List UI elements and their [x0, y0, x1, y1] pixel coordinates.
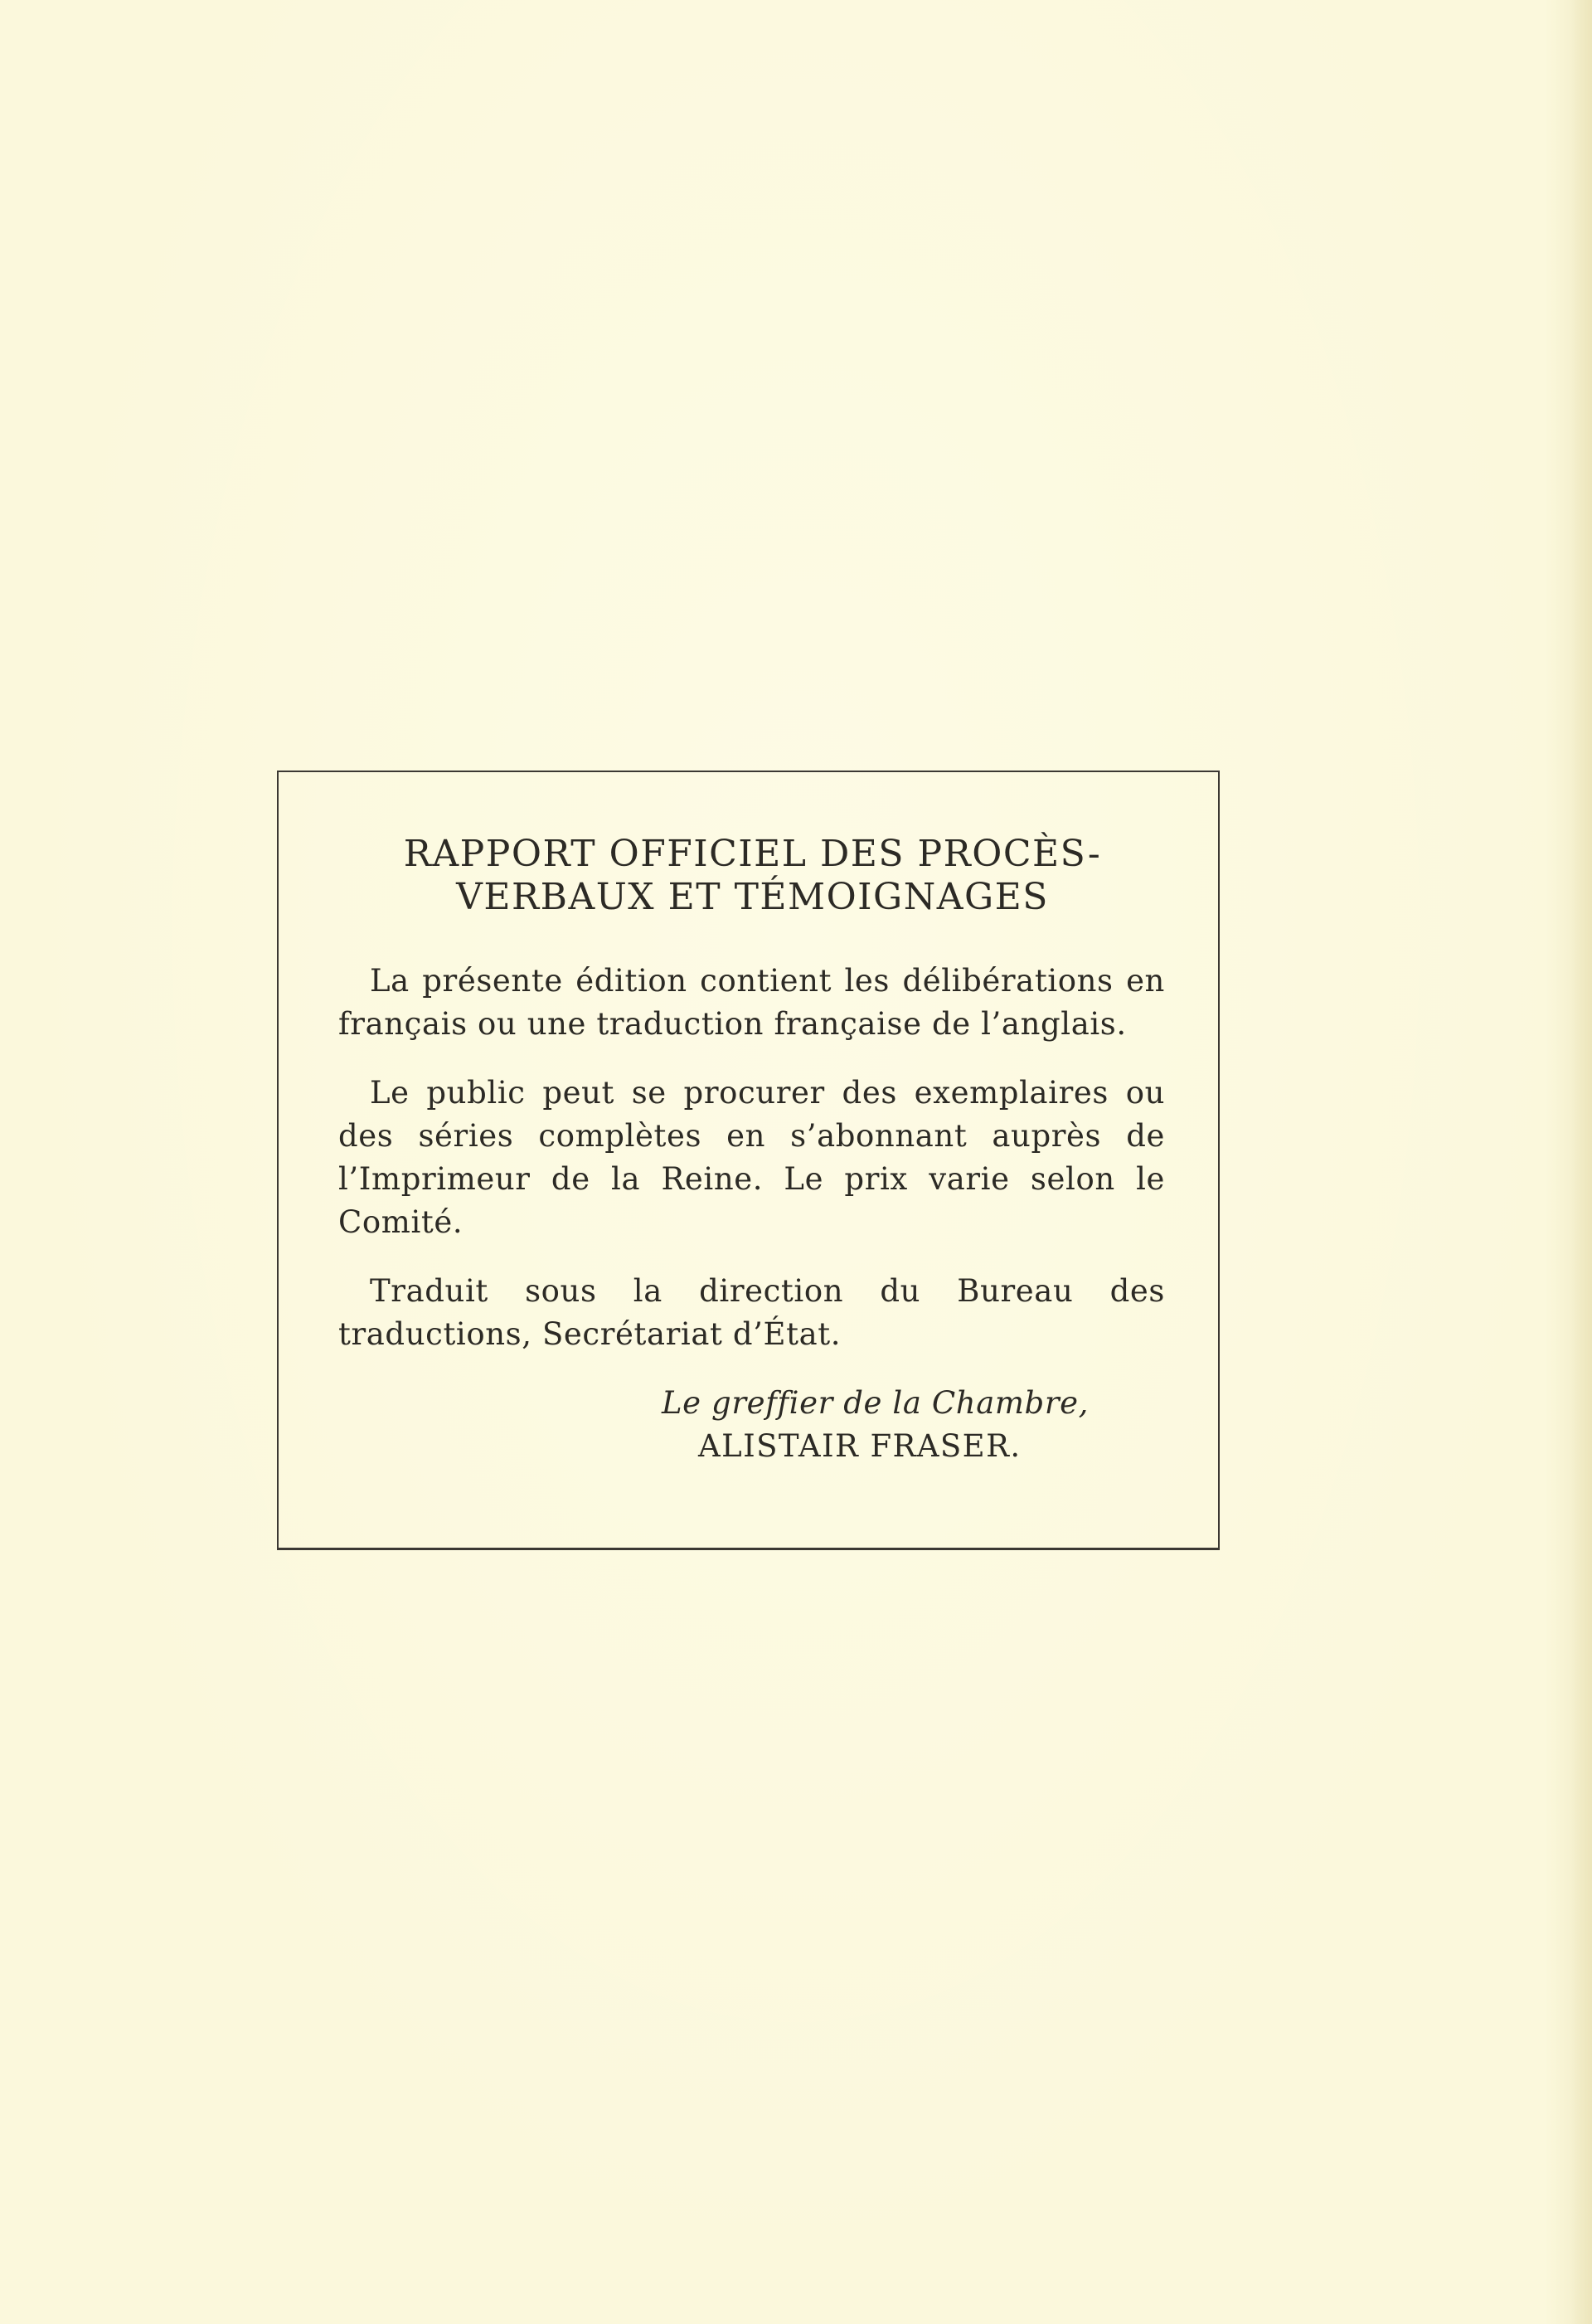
notice-title — [338, 833, 1165, 919]
signature-block — [662, 1382, 1165, 1468]
notice-content — [338, 833, 1165, 1468]
signature-role: Le greffier de la Chambre, — [662, 1385, 1089, 1421]
edition-contents-paragraph: La présente édition contient les délibérations en français ou une traduction française de l’anglais. — [338, 963, 1165, 1042]
official-report-notice-box — [277, 771, 1220, 1550]
page-edge-shadow — [1570, 0, 1592, 2324]
signature-name: ALISTAIR FRASER. — [698, 1428, 1022, 1464]
notice-title-line-1: RAPPORT OFFICIEL DES PROCÈS- — [403, 833, 1102, 875]
subscription-paragraph: Le public peut se procurer des exemplaires ou des séries complètes en s’abonnant auprès de l’Imprimeur de la Reine. Le prix varie selon le Comité. — [338, 1075, 1165, 1240]
translation-credit-paragraph: Traduit sous la direction du Bureau des traductions, Secrétariat d’État. — [338, 1273, 1165, 1352]
notice-title-line-2: VERBAUX ET TÉMOIGNAGES — [456, 876, 1049, 918]
